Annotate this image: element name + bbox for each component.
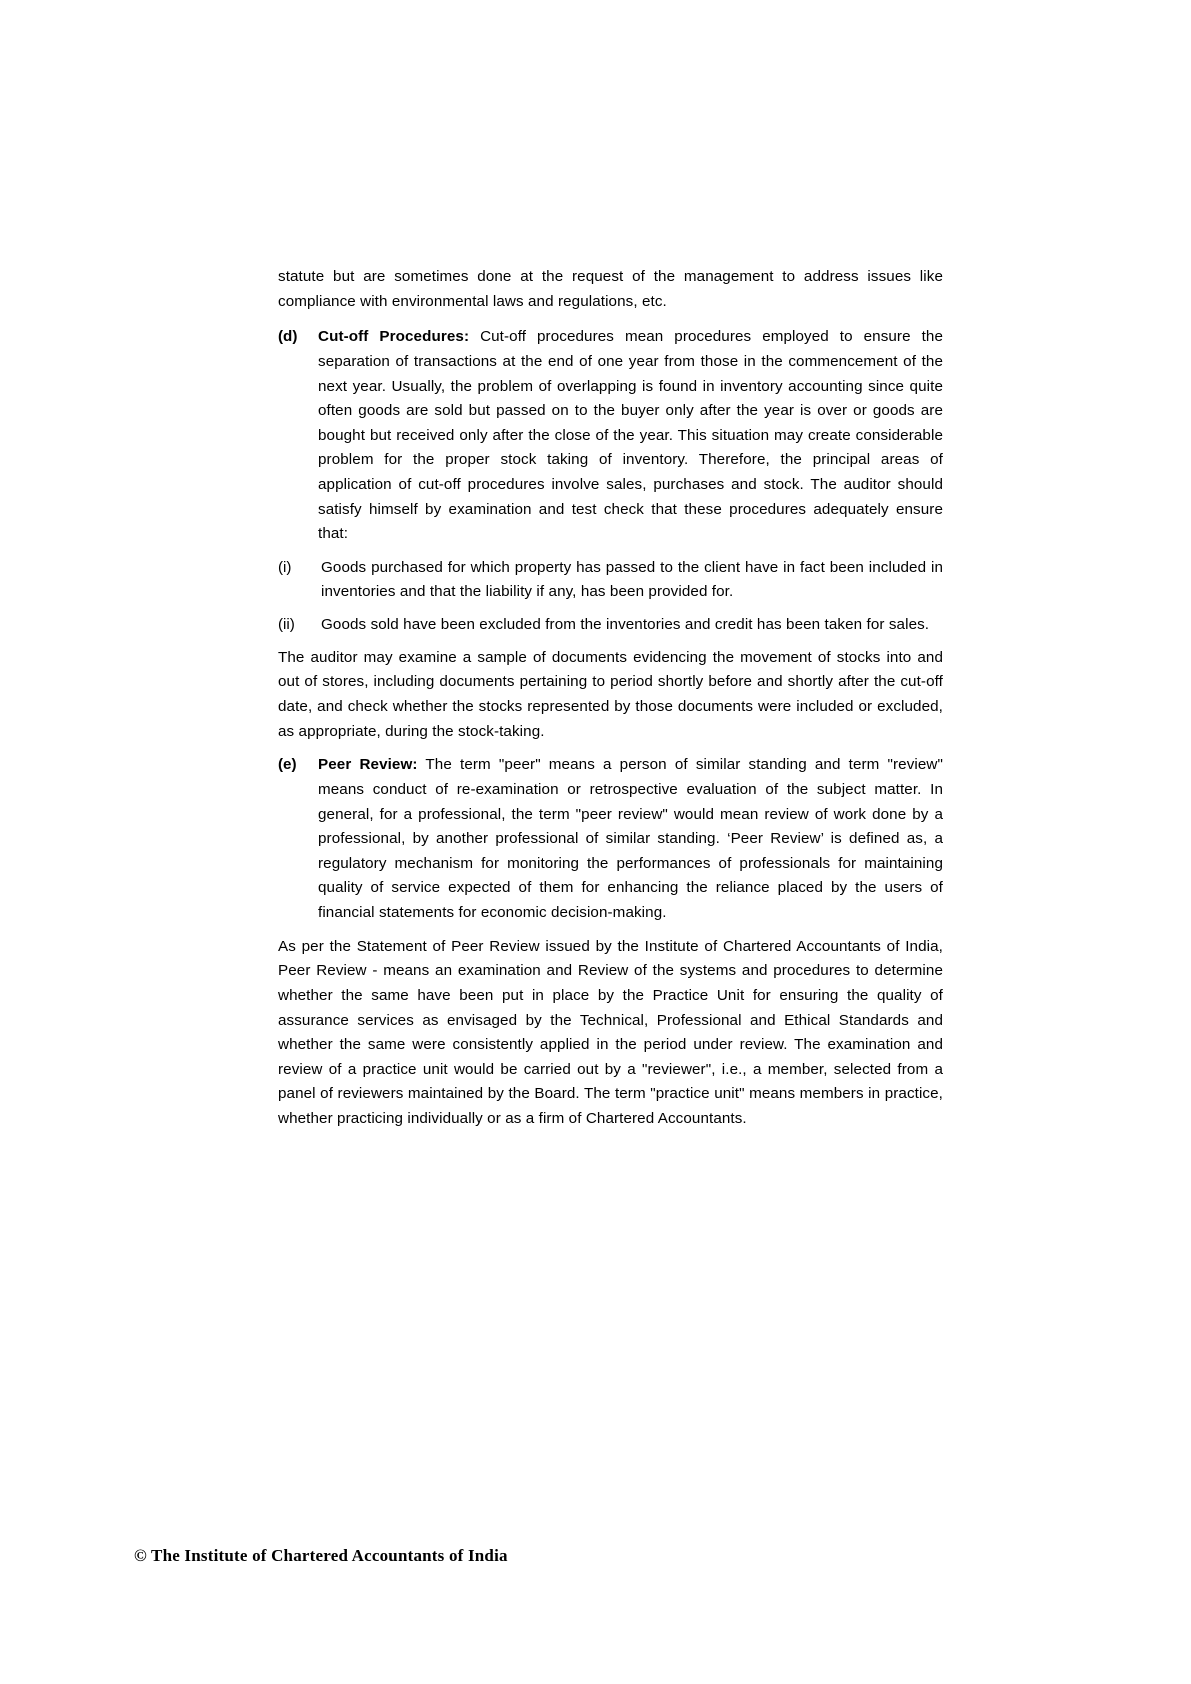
paragraph-peer-review-statement: As per the Statement of Peer Review issued by the Institute of Chartered Accountants of India, Peer Review - means an examination and Review of the systems and procedures to determine whether the same have been put in place by the Practice Unit for ensuring the quality of assurance services as envisaged by the Technical, Professional and Ethical Standards and whether the same were consistently applied in the period under review. The examination and review of a practice unit would be carried out by a "reviewer", i.e., a member, selected from a panel of reviewers maintained by the Board. The term "practice unit" means members in practice, whether practicing individually or as a firm of Chartered Accountants. (278, 937, 943, 1128)
list-item-e-body (318, 753, 943, 925)
paragraph-after-sublist: The auditor may examine a sample of documents evidencing the movement of stocks into and out of stores, including documents pertaining to period shortly before and shortly after the cut-off date, and check whether the stocks represented by those documents were included or excluded, as appropriate, during the stock-taking. (278, 648, 943, 740)
list-item-e-lead: Peer Review: (318, 756, 418, 774)
sublist-item-ii (278, 613, 943, 637)
sublist-item-i-text: Goods purchased for which property has passed to the client have in fact been included in inventories and that the liability if any, has been provided for. (321, 558, 943, 601)
sublist-cutoff (278, 556, 943, 637)
list-item-d (278, 325, 943, 547)
page-footer: © The Institute of Chartered Accountants of India (134, 1546, 508, 1565)
list-marker-e: (e) (278, 756, 297, 774)
sublist-item-ii-text: Goods sold have been excluded from the inventories and credit has been taken for sales. (321, 615, 930, 633)
page-content (278, 265, 943, 1141)
list-item-d-body (318, 325, 943, 547)
sublist-marker-i: (i) (278, 558, 292, 576)
sublist-marker-ii: (ii) (278, 615, 295, 633)
list-item-d-lead: Cut-off Procedures: (318, 328, 470, 346)
list-item-e-text: The term "peer" means a person of similar standing and term "review" means conduct of re-examination or retrospective evaluation of the subject matter. In general, for a professional, the term "peer review" would mean review of work done by a professional, by another professional of similar standing. ‘Peer Review’ is defined as, a regulatory mechanism for monitoring the performances of professionals for maintaining quality of service expected of them for enhancing the reliance placed by the users of financial statements for economic decision-making. (318, 756, 943, 922)
sublist-item-i (278, 556, 943, 605)
paragraph-intro-continuation: statute but are sometimes done at the request of the management to address issues like compliance with environmental laws and regulations, etc. (278, 268, 943, 310)
list-item-e (278, 753, 943, 925)
list-item-d-text: Cut-off procedures mean procedures employed to ensure the separation of transactions at the end of one year from those in the commencement of the next year. Usually, the problem of overlapping is found in inventory accounting since quite often goods are sold but passed on to the buyer only after the year is over or goods are bought but received only after the close of the year. This situation may create considerable problem for the proper stock taking of inventory. Therefore, the principal areas of application of cut-off procedures involve sales, purchases and stock. The auditor should satisfy himself by examination and test check that these procedures adequately ensure that: (318, 328, 943, 543)
list-marker-d: (d) (278, 328, 298, 346)
